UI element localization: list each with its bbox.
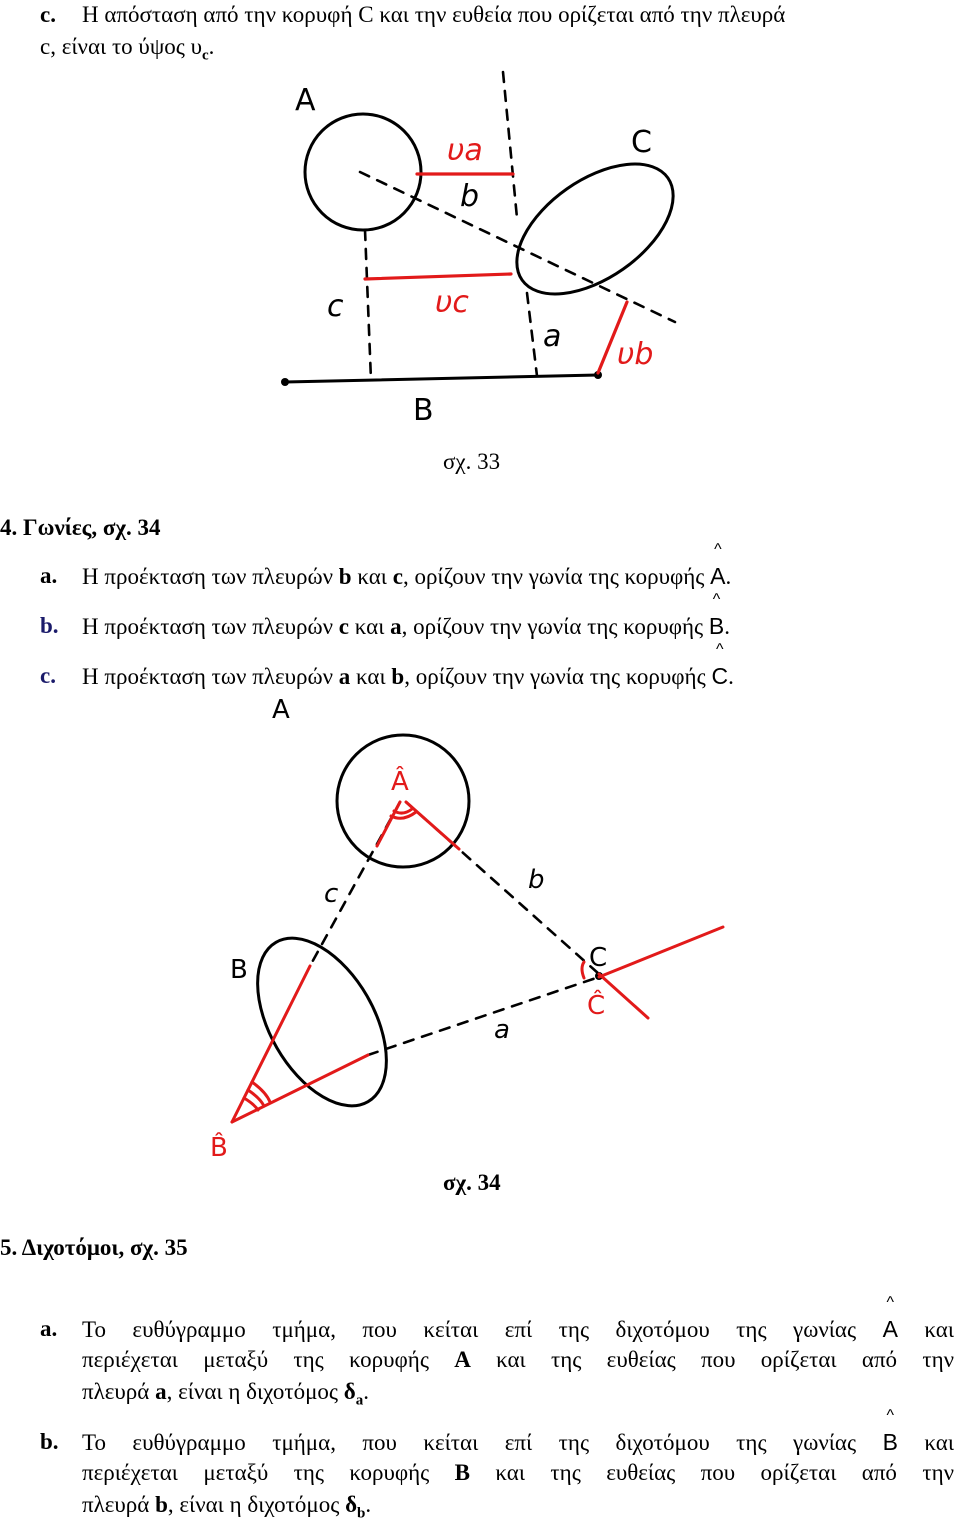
label-ub: υb xyxy=(617,337,654,372)
text-mid: και xyxy=(350,664,392,689)
label-B: B xyxy=(230,955,248,985)
text-mid: και xyxy=(349,614,391,639)
side-2: a xyxy=(390,614,402,639)
text-pre: Η προέκταση των πλευρών xyxy=(82,614,339,639)
line3-text: πλευρά xyxy=(82,1379,156,1404)
dashed-vertical-right xyxy=(503,72,517,218)
line3-text: πλευρά xyxy=(82,1492,156,1517)
item-text-line1: Η απόσταση από την κορυφή C και την ευθεία που ορίζεται από την πλευρά xyxy=(82,2,786,27)
dashed-side-a xyxy=(368,977,599,1055)
figure-33 xyxy=(255,68,715,440)
label-c: c xyxy=(324,879,339,909)
ray-c-b-ext xyxy=(599,974,648,1018)
caption-fig34: σχ. 34 xyxy=(443,1170,501,1195)
text-pre: Η προέκταση των πλευρών xyxy=(82,564,339,589)
label-C: C xyxy=(589,943,608,973)
arc-c xyxy=(582,962,584,978)
line1-end: και xyxy=(924,1430,955,1455)
label-a: a xyxy=(543,319,562,354)
label-A-hat: Â xyxy=(391,767,409,797)
dashed-b-extension xyxy=(360,172,675,322)
period: . xyxy=(725,564,732,589)
item-line1 xyxy=(82,1429,954,1456)
line2-text: περιέχεται μεταξύ της κορυφής xyxy=(82,1347,455,1372)
side-1: a xyxy=(338,664,351,689)
label-b: b xyxy=(528,865,545,895)
item-marker: a. xyxy=(40,563,58,588)
item-text xyxy=(82,663,734,690)
text-post: , ορίζουν την γωνία της κορυφής xyxy=(404,664,712,689)
ray-a-b xyxy=(406,802,459,849)
line2-end: και της ευθείας που ορίζεται από την xyxy=(470,1347,955,1372)
bisector-symbol: δ xyxy=(345,1492,358,1517)
period: . xyxy=(208,34,215,59)
angle-symbol: ^ A xyxy=(883,1316,898,1343)
item-marker: c. xyxy=(40,663,56,688)
subscript: a xyxy=(355,1392,364,1409)
label-B: B xyxy=(413,393,434,428)
item-marker: b. xyxy=(40,613,59,638)
label-uc: υc xyxy=(435,285,469,320)
item-line1 xyxy=(82,1316,954,1343)
item-text-line2 xyxy=(40,32,214,71)
item-marker: c. xyxy=(40,2,56,27)
label-A: A xyxy=(295,83,316,118)
angle-symbol: ^ C xyxy=(711,663,728,690)
section-5-heading: 5. Διχοτόμοι, σχ. 35 xyxy=(0,1235,188,1260)
period: . xyxy=(724,614,730,639)
period: . xyxy=(363,1379,369,1404)
ray-a-c xyxy=(377,802,400,846)
line2-text: c, είναι το ύψος υ xyxy=(40,34,202,59)
item-text xyxy=(82,613,730,640)
item-line2 xyxy=(82,1347,954,1373)
line3-mid: , είναι η διχοτόμος xyxy=(166,1379,344,1404)
label-ua: υa xyxy=(447,133,483,168)
side-1: c xyxy=(338,614,349,639)
period: . xyxy=(365,1492,372,1517)
label-a: a xyxy=(494,1015,510,1045)
vertex: A xyxy=(454,1347,471,1372)
arc-b3 xyxy=(252,1082,270,1102)
side: b xyxy=(155,1492,168,1517)
angle-symbol: ^ A xyxy=(710,563,725,590)
circle-a xyxy=(337,735,469,867)
bisector-symbol: δ xyxy=(343,1379,356,1404)
item-line3 xyxy=(82,1379,369,1410)
ray-c-ext xyxy=(599,927,723,977)
subscript: c xyxy=(201,47,209,64)
subscript: b xyxy=(357,1505,366,1522)
side: a xyxy=(155,1379,167,1404)
period: . xyxy=(728,664,734,689)
dashed-side-a xyxy=(527,293,537,376)
dashed-side-c xyxy=(365,230,371,380)
base-line xyxy=(285,375,598,382)
height-uc xyxy=(365,274,511,279)
ellipse-b xyxy=(231,916,413,1127)
item-marker: b. xyxy=(40,1429,59,1454)
text-post: , ορίζουν την γωνία της κορυφής xyxy=(401,614,709,639)
line3-mid: , είναι η διχοτόμος xyxy=(167,1492,346,1517)
ellipse-c xyxy=(494,138,696,320)
item-line3 xyxy=(82,1492,371,1523)
line1-end: και xyxy=(924,1317,955,1342)
item-text xyxy=(82,563,731,590)
label-c: c xyxy=(327,289,344,324)
figure-34 xyxy=(188,698,750,1168)
side-2: c xyxy=(392,564,403,589)
label-C-hat: Ĉ xyxy=(587,991,606,1021)
text-pre: Η προέκταση των πλευρών xyxy=(82,664,339,689)
line1-text: Το ευθύγραμμο τμήμα, που κείται επί της διχοτόμου της γωνίας xyxy=(82,1430,857,1455)
line2-end: και της ευθείας που ορίζεται από την xyxy=(470,1460,954,1485)
line1-text: Το ευθύγραμμο τμήμα, που κείται επί της διχοτόμου της γωνίας xyxy=(82,1317,857,1342)
item-marker: a. xyxy=(40,1316,58,1341)
item-line2 xyxy=(82,1460,954,1486)
side-2: b xyxy=(391,664,405,689)
side-1: b xyxy=(338,564,352,589)
label-A: A xyxy=(272,698,290,725)
angle-symbol: ^ B xyxy=(883,1429,898,1456)
angle-symbol: ^ B xyxy=(709,613,724,640)
label-b: b xyxy=(460,179,480,214)
label-C: C xyxy=(631,125,652,160)
ray-b-a xyxy=(232,1055,368,1122)
vertex: B xyxy=(454,1460,471,1485)
line2-text: περιέχεται μεταξύ της κορυφής xyxy=(82,1460,455,1485)
arc-b xyxy=(244,1098,258,1110)
section-4-heading: 4. Γωνίες, σχ. 34 xyxy=(0,515,161,540)
text-mid: και xyxy=(351,564,393,589)
text-post: , ορίζουν την γωνία της κορυφής xyxy=(402,564,711,589)
caption-fig33: σχ. 33 xyxy=(443,449,501,474)
label-B-hat: B̂ xyxy=(210,1133,228,1163)
